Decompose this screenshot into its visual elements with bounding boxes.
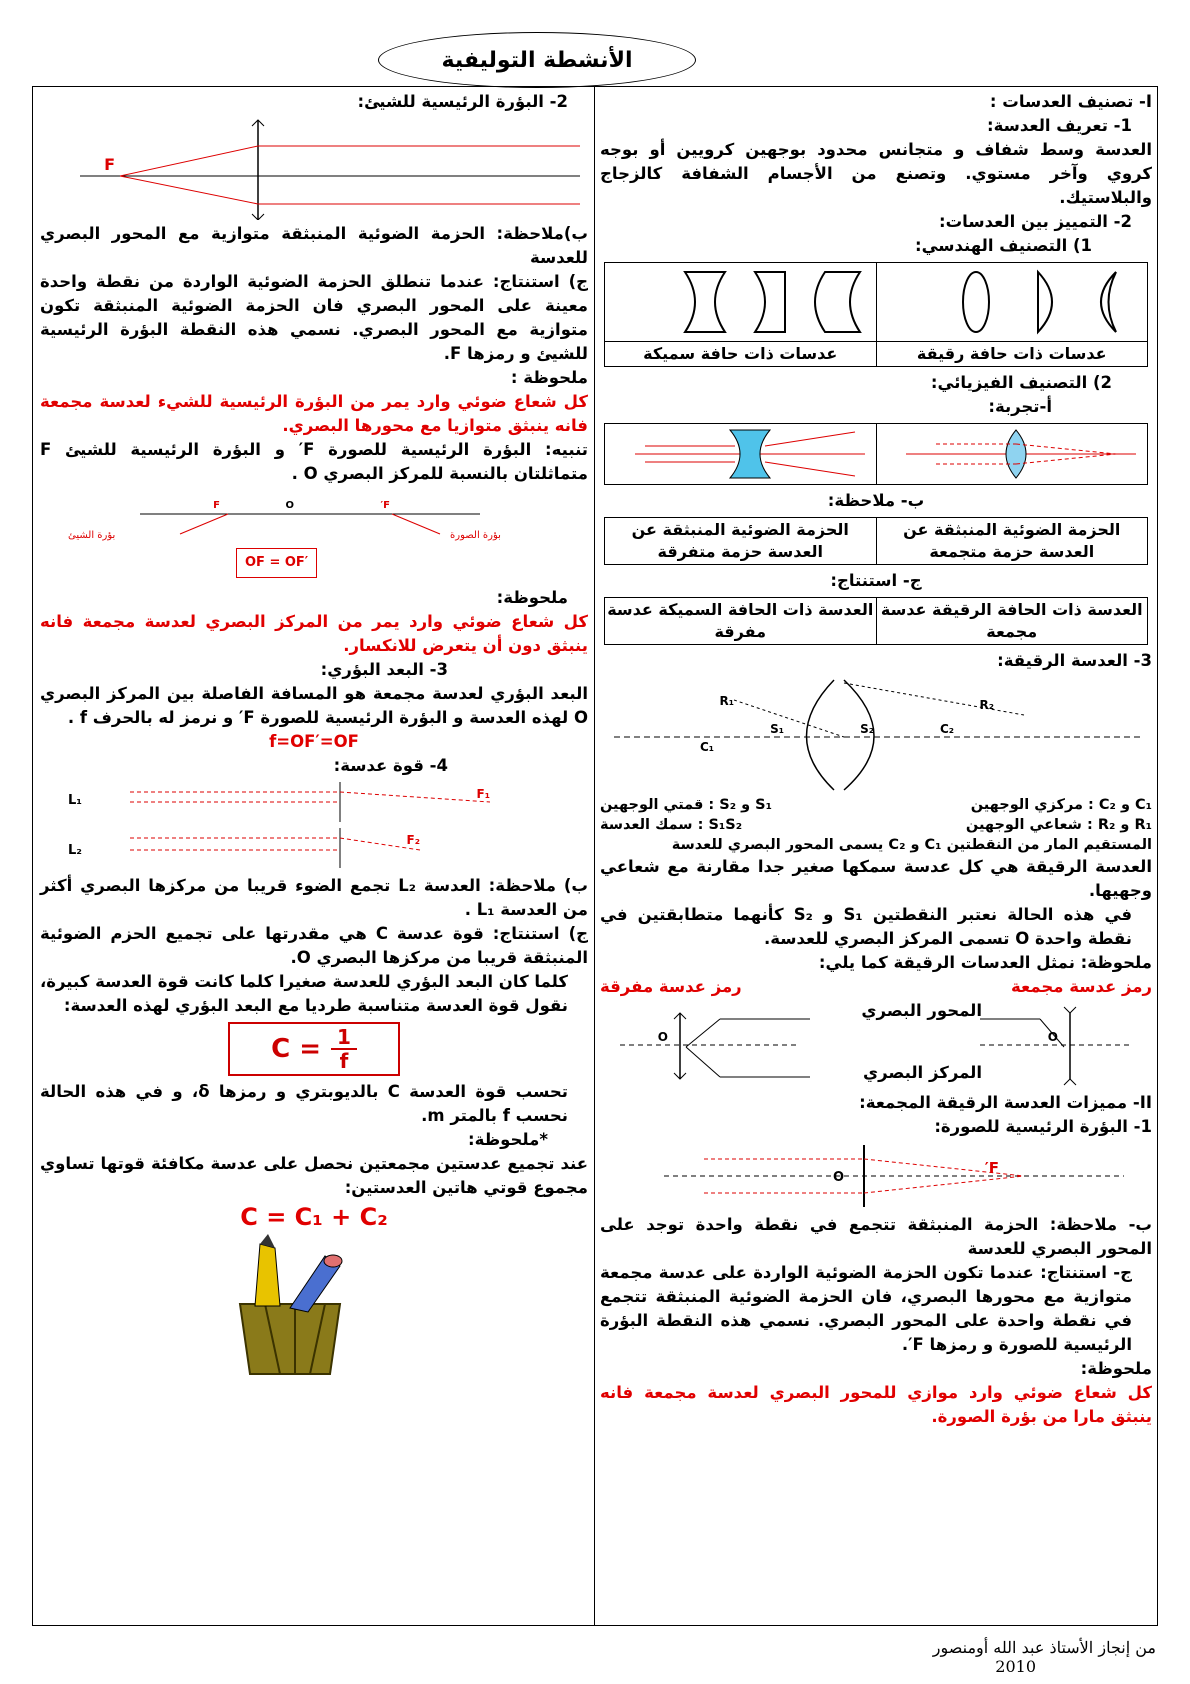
converging-experiment-figure bbox=[896, 426, 1146, 482]
thin-lens-geometry-figure bbox=[604, 675, 1152, 793]
experiment-table bbox=[604, 423, 1148, 485]
thin-lens-definition: العدسة الرقيقة هي كل عدسة سمكها صغير جدا مقارنة مع شعاعي وجهيها. bbox=[600, 857, 1152, 900]
lens-power-figure bbox=[40, 780, 588, 872]
focal-length-definition: البعد البؤري لعدسة مجمعة هو المسافة الفاصلة بين المركز البصري O لهذه العدسة و البؤرة الرئيسية للصورة F′ و نرمز له بالحرف f . bbox=[40, 684, 588, 727]
f-prime-label: F′ bbox=[984, 1159, 999, 1177]
legend-radii: R₁ و R₂ : شعاعي الوجهين bbox=[965, 817, 1152, 833]
axis-label: المحور البصري bbox=[861, 1001, 982, 1020]
r2-label: R₂ bbox=[979, 698, 994, 712]
legend-vertices: S₁ و S₂ : قمتي الوجهين bbox=[600, 797, 772, 813]
sum-note: عند تجميع عدستين مجمعتين نحصل على عدسة مكافئة قوتها تساوي مجموع قوتي هاتين العدستين: bbox=[40, 1154, 588, 1197]
symbols-note: ملحوظة: نمثل العدسات الرقيقة كما يلي: bbox=[818, 953, 1152, 972]
symmetry-warning: تنبيه: البؤرة الرئيسية للصورة F′ و البؤرة الرئيسية للشيئ F متماثلتان بالنسبة للمركز البصري O . bbox=[40, 440, 588, 483]
heading-classification: I- تصنيف العدسات : bbox=[989, 92, 1152, 111]
page-title: الأنشطة التوليفية bbox=[378, 32, 696, 88]
left-column bbox=[40, 90, 588, 1384]
heading-lens-power: 4- قوة عدسة: bbox=[333, 756, 448, 775]
footer-credit bbox=[850, 1638, 1156, 1676]
pencil-cup-illustration bbox=[40, 1234, 588, 1384]
heading-observation: ب- ملاحظة: bbox=[827, 491, 925, 510]
power-formula-box bbox=[228, 1022, 400, 1076]
power-relation-text: كلما كان البعد البؤري للعدسة صغيرا كلما كانت قوة العدسة كبيرة، نقول قوة العدسة متناسبة طرديا مع البعد البؤري لهذه العدسة: bbox=[39, 972, 568, 1015]
heading-thin-lens: 3- العدسة الرقيقة: bbox=[997, 651, 1152, 670]
diverging-symbol-label: رمز عدسة مفرقة bbox=[600, 977, 742, 996]
thick-edge-lens-shapes bbox=[655, 267, 875, 337]
power-denominator: f bbox=[339, 1049, 349, 1073]
thin-edge-lens-shapes bbox=[926, 267, 1146, 337]
l2-label: L₂ bbox=[68, 843, 82, 858]
s1-label: S₁ bbox=[770, 722, 784, 736]
heading-image-focus: 1- البؤرة الرئيسية للصورة: bbox=[934, 1117, 1152, 1136]
heading-object-focus: 2- البؤرة الرئيسية للشيئ: bbox=[357, 92, 568, 111]
heading-experiment: أ-تجربة: bbox=[988, 397, 1052, 416]
object-focus-observation: ب)ملاحظة: الحزمة الضوئية المنبثقة متوازية مع المحور البصري للعدسة bbox=[40, 224, 588, 267]
conclusion-converging: العدسة ذات الحافة الرقيقة عدسة مجمعة bbox=[876, 598, 1148, 645]
f-label-sym: F bbox=[213, 500, 220, 511]
r1-label: R₁ bbox=[719, 694, 734, 708]
c2-label: C₂ bbox=[939, 722, 954, 736]
o-label-fig: O bbox=[832, 1170, 844, 1185]
column-divider bbox=[594, 86, 595, 1626]
o-label-left: O bbox=[657, 1030, 668, 1044]
lens-power-observation: ب) ملاحظة: العدسة L₂ تجمع الضوء قريبا من مركزها البصري أكثر من العدسة L₁ . bbox=[40, 876, 588, 919]
power-units: تحسب قوة العدسة C بالديوبتري و رمزها δ، و في هذه الحالة نحسب f بالمتر m. bbox=[40, 1082, 568, 1125]
sum-note-heading: *ملحوظة: bbox=[468, 1130, 548, 1149]
sum-equation: C = C₁ + C₂ bbox=[240, 1203, 388, 1231]
power-formula-lhs: C = bbox=[271, 1034, 321, 1064]
legend-row-1 bbox=[600, 795, 1152, 815]
l1-label: L₁ bbox=[68, 793, 82, 808]
power-numerator: 1 bbox=[331, 1026, 357, 1050]
image-focus-figure bbox=[604, 1141, 1152, 1211]
geo-thin-label: عدسات ذات حافة رقيقة bbox=[876, 342, 1148, 367]
observation-table bbox=[604, 517, 1148, 565]
geo-thick-label: عدسات ذات حافة سميكة bbox=[605, 342, 877, 367]
o-label-sym: O bbox=[285, 500, 294, 511]
lens-symbols-figure bbox=[600, 999, 1152, 1091]
lens-definition: العدسة وسط شفاف و متجانس محدود بوجهين كرويين أو بوجه كروي وآخر مستوي. وتصنع من الأجسام الشفافة كالزجاج والبلاستيك. bbox=[600, 140, 1152, 207]
symbol-labels bbox=[600, 975, 1152, 999]
object-focus-conclusion: ج) استنتاج: عندما تنطلق الحزمة الضوئية الواردة من نقطة واحدة معينة على المحور البصري فان الحزمة الضوئية المنبثقة تكون متوازية مع المحور البصري. نسمي هذه النقطة البؤرة الرئيسية للشيئ و رمزها F. bbox=[40, 272, 588, 363]
optical-axis-text: المستقيم المار من النقطتين C₁ و C₂ يسمى المحور البصري للعدسة bbox=[671, 837, 1152, 853]
observation-diverging: الحزمة الضوئية المنبثقة عن العدسة حزمة متفرقة bbox=[605, 518, 877, 565]
f1-label: F₁ bbox=[476, 787, 490, 801]
observation-converging: الحزمة الضوئية المنبثقة عن العدسة حزمة متجمعة bbox=[876, 518, 1148, 565]
conclusion-table bbox=[604, 597, 1148, 645]
c1-label: C₁ bbox=[699, 740, 714, 754]
f2-label: F₂ bbox=[406, 833, 420, 847]
legend-centers: C₁ و C₂ : مركزي الوجهين bbox=[970, 797, 1152, 813]
heading-conclusion: ج- استنتاج: bbox=[830, 571, 922, 590]
right-column bbox=[600, 90, 1152, 1429]
f-label: F bbox=[104, 155, 115, 174]
geometric-table bbox=[604, 262, 1148, 367]
object-focus-caption: بؤرة الشيئ bbox=[68, 530, 116, 541]
heading-characteristics: II- مميزات العدسة الرقيقة المجمعة: bbox=[859, 1093, 1152, 1112]
f-prime-label-sym: F′ bbox=[380, 500, 390, 511]
image-focus-note: كل شعاع ضوئي وارد موازي للمحور البصري لعدسة مجمعة فانه ينبثق مارا من بؤرة الصورة. bbox=[600, 1383, 1152, 1426]
center-note: كل شعاع ضوئي وارد يمر من المركز البصري لعدسة مجمعة فانه ينبثق دون أن يتعرض للانكسار. bbox=[40, 612, 588, 655]
footer-author: من إنجاز الأستاذ عبد الله أومنصور bbox=[932, 1638, 1156, 1657]
legend-row-2 bbox=[600, 815, 1152, 835]
power-fraction bbox=[331, 1026, 357, 1072]
lens-symbols-drawing bbox=[600, 999, 1148, 1091]
converging-symbol-label: رمز عدسة مجمعة bbox=[1011, 977, 1152, 996]
object-focus-note: كل شعاع ضوئي وارد يمر من البؤرة الرئيسية للشيء لعدسة مجمعة فانه ينبثق متوازيا مع محورها البصري. bbox=[40, 392, 588, 435]
lens-power-conclusion: ج) استنتاج: قوة عدسة C هي مقدرتها على تجميع الحزم الضوئية المنبثقة قريبا من مركزها البصري O. bbox=[40, 924, 588, 967]
object-focus-note-heading: ملحوظة : bbox=[510, 368, 588, 387]
conclusion-diverging: العدسة ذات الحافة السميكة عدسة مفرقة bbox=[605, 598, 877, 645]
center-label: المركز البصري bbox=[862, 1063, 982, 1082]
symmetry-figure bbox=[40, 486, 588, 586]
image-focus-conclusion: ج- استنتاج: عندما تكون الحزمة الضوئية الواردة على عدسة مجمعة متوازية مع محورها البصري، فان الحزمة الضوئية المنبثقة تتجمع في نقطة واحدة على المحور البصري. نسمي هذه النقطة البؤرة الرئيسية للصورة و رمزها F′. bbox=[600, 1263, 1132, 1354]
heading-distinction: 2- التمييز بين العدسات: bbox=[938, 212, 1132, 231]
image-focus-caption: بؤرة الصورة bbox=[450, 530, 501, 541]
optical-center-text: في هذه الحالة نعتبر النقطتين S₁ و S₂ كأنهما متطابقتين في نقطة واحدة O تسمى المركز البصري للعدسة. bbox=[600, 905, 1132, 948]
footer-year: 2010 bbox=[995, 1657, 1036, 1676]
focal-length-equation: f=OF′=OF bbox=[269, 732, 359, 751]
legend-thickness: S₁S₂ : سمك العدسة bbox=[600, 817, 743, 833]
image-focus-observation: ب- ملاحظة: الحزمة المنبثقة تتجمع في نقطة واحدة توجد على المحور البصري للعدسة bbox=[600, 1215, 1152, 1258]
heading-focal-length: 3- البعد البؤري: bbox=[320, 660, 448, 679]
heading-geometric: 1) التصنيف الهندسي: bbox=[914, 236, 1092, 255]
center-note-heading: ملحوظة: bbox=[496, 588, 568, 607]
object-focus-figure bbox=[40, 116, 588, 220]
diverging-experiment-figure bbox=[625, 426, 875, 482]
heading-physical: 2) التصنيف الفيزيائي: bbox=[930, 373, 1112, 392]
of-equality-box: OF = OF′ bbox=[236, 548, 317, 578]
o-label-right: O bbox=[1047, 1030, 1058, 1044]
image-focus-note-heading: ملحوظة: bbox=[1080, 1359, 1152, 1378]
s2-label: S₂ bbox=[860, 722, 874, 736]
heading-definition: 1- تعريف العدسة: bbox=[987, 116, 1132, 135]
